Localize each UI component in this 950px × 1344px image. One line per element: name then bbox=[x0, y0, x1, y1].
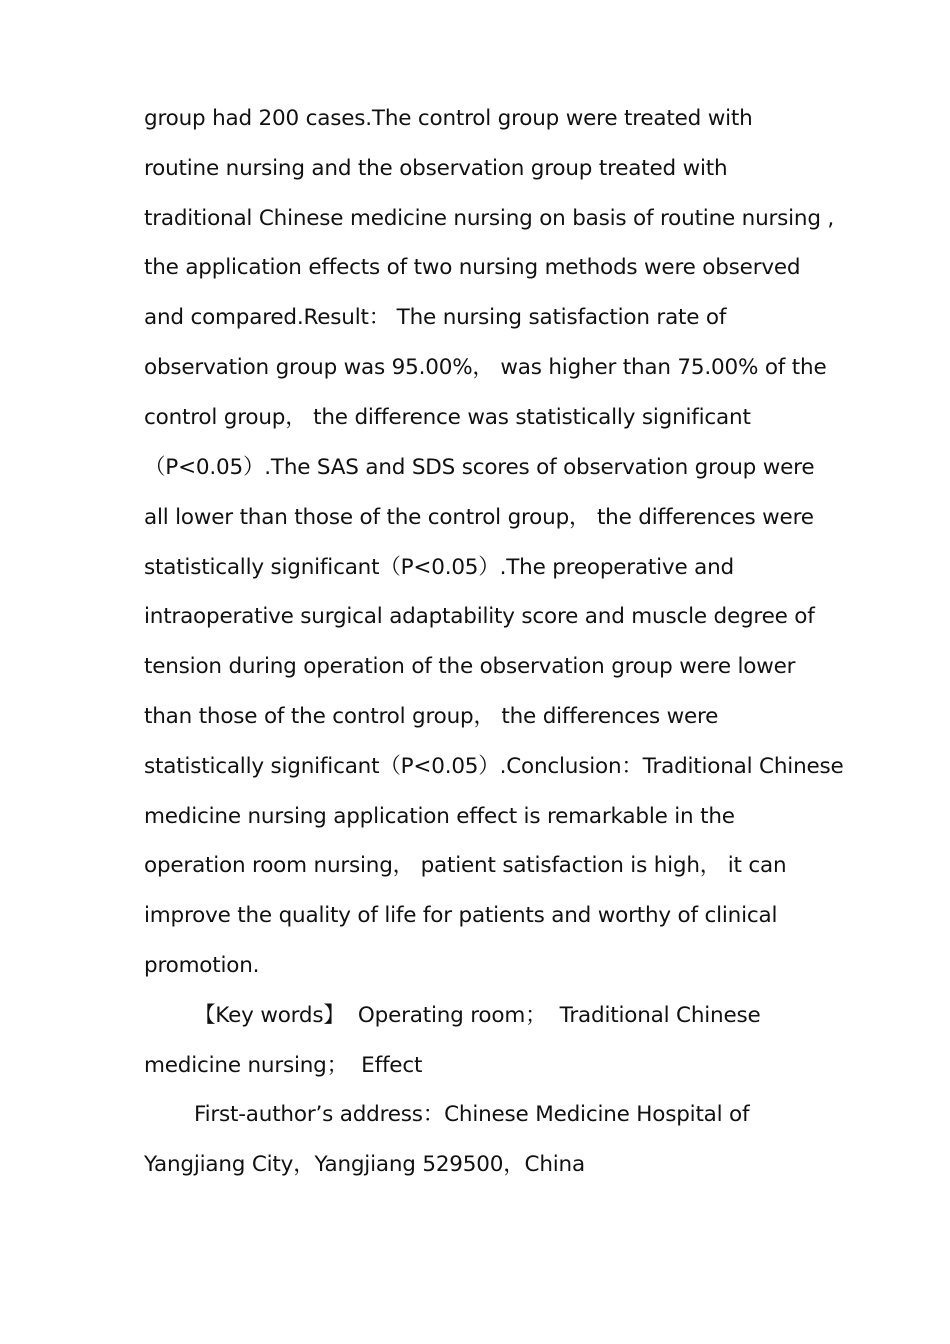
abstract-line: （P<0.05）.The SAS and SDS scores of observation group were bbox=[144, 455, 815, 480]
author-address-line: First-author’s address：Chinese Medicine Hospital of bbox=[194, 1102, 750, 1127]
abstract-line: routine nursing and the observation group treated with bbox=[144, 156, 728, 181]
abstract-line: control group， the difference was statistically significant bbox=[144, 405, 751, 430]
abstract-line: medicine nursing application effect is remarkable in the bbox=[144, 804, 735, 829]
abstract-line: all lower than those of the control group， the differences were bbox=[144, 505, 814, 530]
abstract-line: observation group was 95.00%， was higher than 75.00% of the bbox=[144, 355, 827, 380]
abstract-line: and compared.Result： The nursing satisfaction rate of bbox=[144, 305, 727, 330]
abstract-line: traditional Chinese medicine nursing on basis of routine nursing , bbox=[144, 206, 835, 231]
abstract-line: tension during operation of the observation group were lower bbox=[144, 654, 796, 679]
abstract-line: promotion. bbox=[144, 953, 260, 978]
abstract-line: statistically significant（P<0.05）.Conclusion：Traditional Chinese bbox=[144, 754, 844, 779]
keywords-line: medicine nursing； Effect bbox=[144, 1053, 423, 1078]
abstract-line: intraoperative surgical adaptability score and muscle degree of bbox=[144, 604, 815, 629]
author-address-line: Yangjiang City，Yangjiang 529500，China bbox=[144, 1152, 585, 1177]
abstract-line: the application effects of two nursing methods were observed bbox=[144, 255, 801, 280]
keywords-line: 【Key words】 Operating room； Traditional Chinese bbox=[194, 1003, 761, 1028]
abstract-line: operation room nursing， patient satisfaction is high， it can bbox=[144, 853, 787, 878]
abstract-line: statistically significant（P<0.05）.The preoperative and bbox=[144, 555, 734, 580]
abstract-line: improve the quality of life for patients and worthy of clinical bbox=[144, 903, 778, 928]
abstract-line: group had 200 cases.The control group were treated with bbox=[144, 106, 753, 131]
abstract-line: than those of the control group， the differences were bbox=[144, 704, 719, 729]
